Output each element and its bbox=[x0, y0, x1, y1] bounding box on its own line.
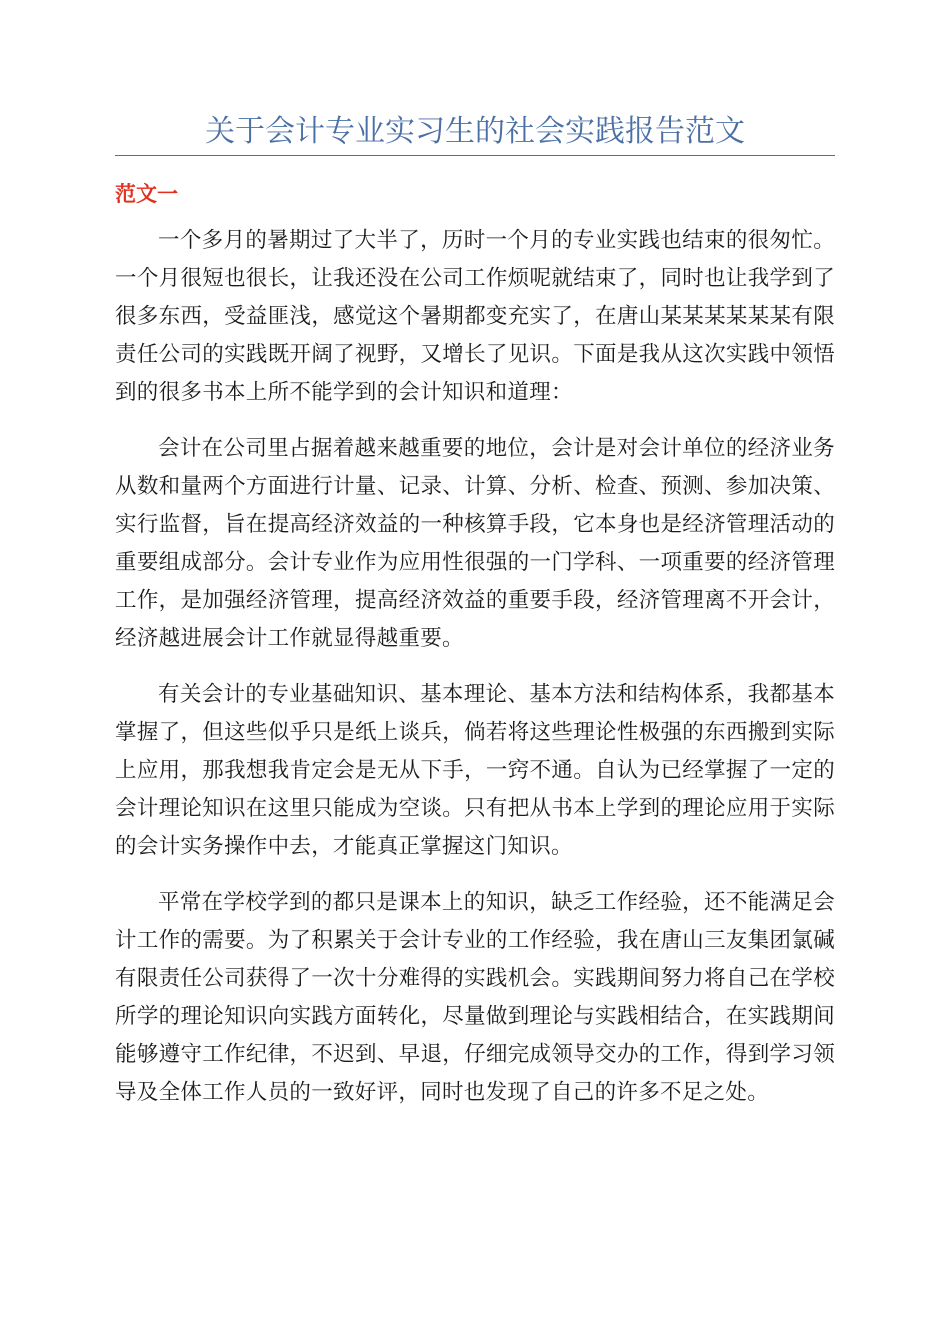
paragraph-2: 会计在公司里占据着越来越重要的地位，会计是对会计单位的经济业务从数和量两个方面进行计量、记录、计算、分析、检查、预测、参加决策、实行监督，旨在提高经济效益的一种核算手段，它本身也是经济管理活动的重要组成部分。会计专业作为应用性很强的一门学科、一项重要的经济管理工作，是加强经济管理，提高经济效益的重要手段，经济管理离不开会计，经济越进展会计工作就显得越重要。 bbox=[115, 436, 835, 651]
paragraph-4: 平常在学校学到的都只是课本上的知识，缺乏工作经验，还不能满足会计工作的需要。为了积累关于会计专业的工作经验，我在唐山三友集团氯碱有限责任公司获得了一次十分难得的实践机会。实践期间努力将自己在学校所学的理论知识向实践方面转化，尽量做到理论与实践相结合，在实践期间能够遵守工作纪律，不迟到、早退，仔细完成领导交办的工作，得到学习领导及全体工作人员的一致好评，同时也发现了自己的许多不足之处。 bbox=[115, 890, 835, 1105]
paragraph-3: 有关会计的专业基础知识、基本理论、基本方法和结构体系，我都基本掌握了，但这些似乎只是纸上谈兵，倘若将这些理论性极强的东西搬到实际上应用，那我想我肯定会是无从下手，一窍不通。自认为已经掌握了一定的会计理论知识在这里只能成为空谈。只有把从书本上学到的理论应用于实际的会计实务操作中去，才能真正掌握这门知识。 bbox=[115, 682, 835, 859]
title-underline bbox=[115, 155, 835, 156]
section-heading: 范文一 bbox=[115, 182, 178, 206]
document-title: 关于会计专业实习生的社会实践报告范文 bbox=[205, 114, 745, 149]
paragraph-1: 一个多月的暑期过了大半了，历时一个月的专业实践也结束的很匆忙。一个月很短也很长，让我还没在公司工作烦呢就结束了，同时也让我学到了很多东西，受益匪浅，感觉这个暑期都变充实了，在唐山某某某某某某有限责任公司的实践既开阔了视野，又增长了见识。下面是我从这次实践中领悟到的很多书本上所不能学到的会计知识和道理： bbox=[115, 228, 835, 405]
document-body bbox=[115, 222, 835, 1130]
